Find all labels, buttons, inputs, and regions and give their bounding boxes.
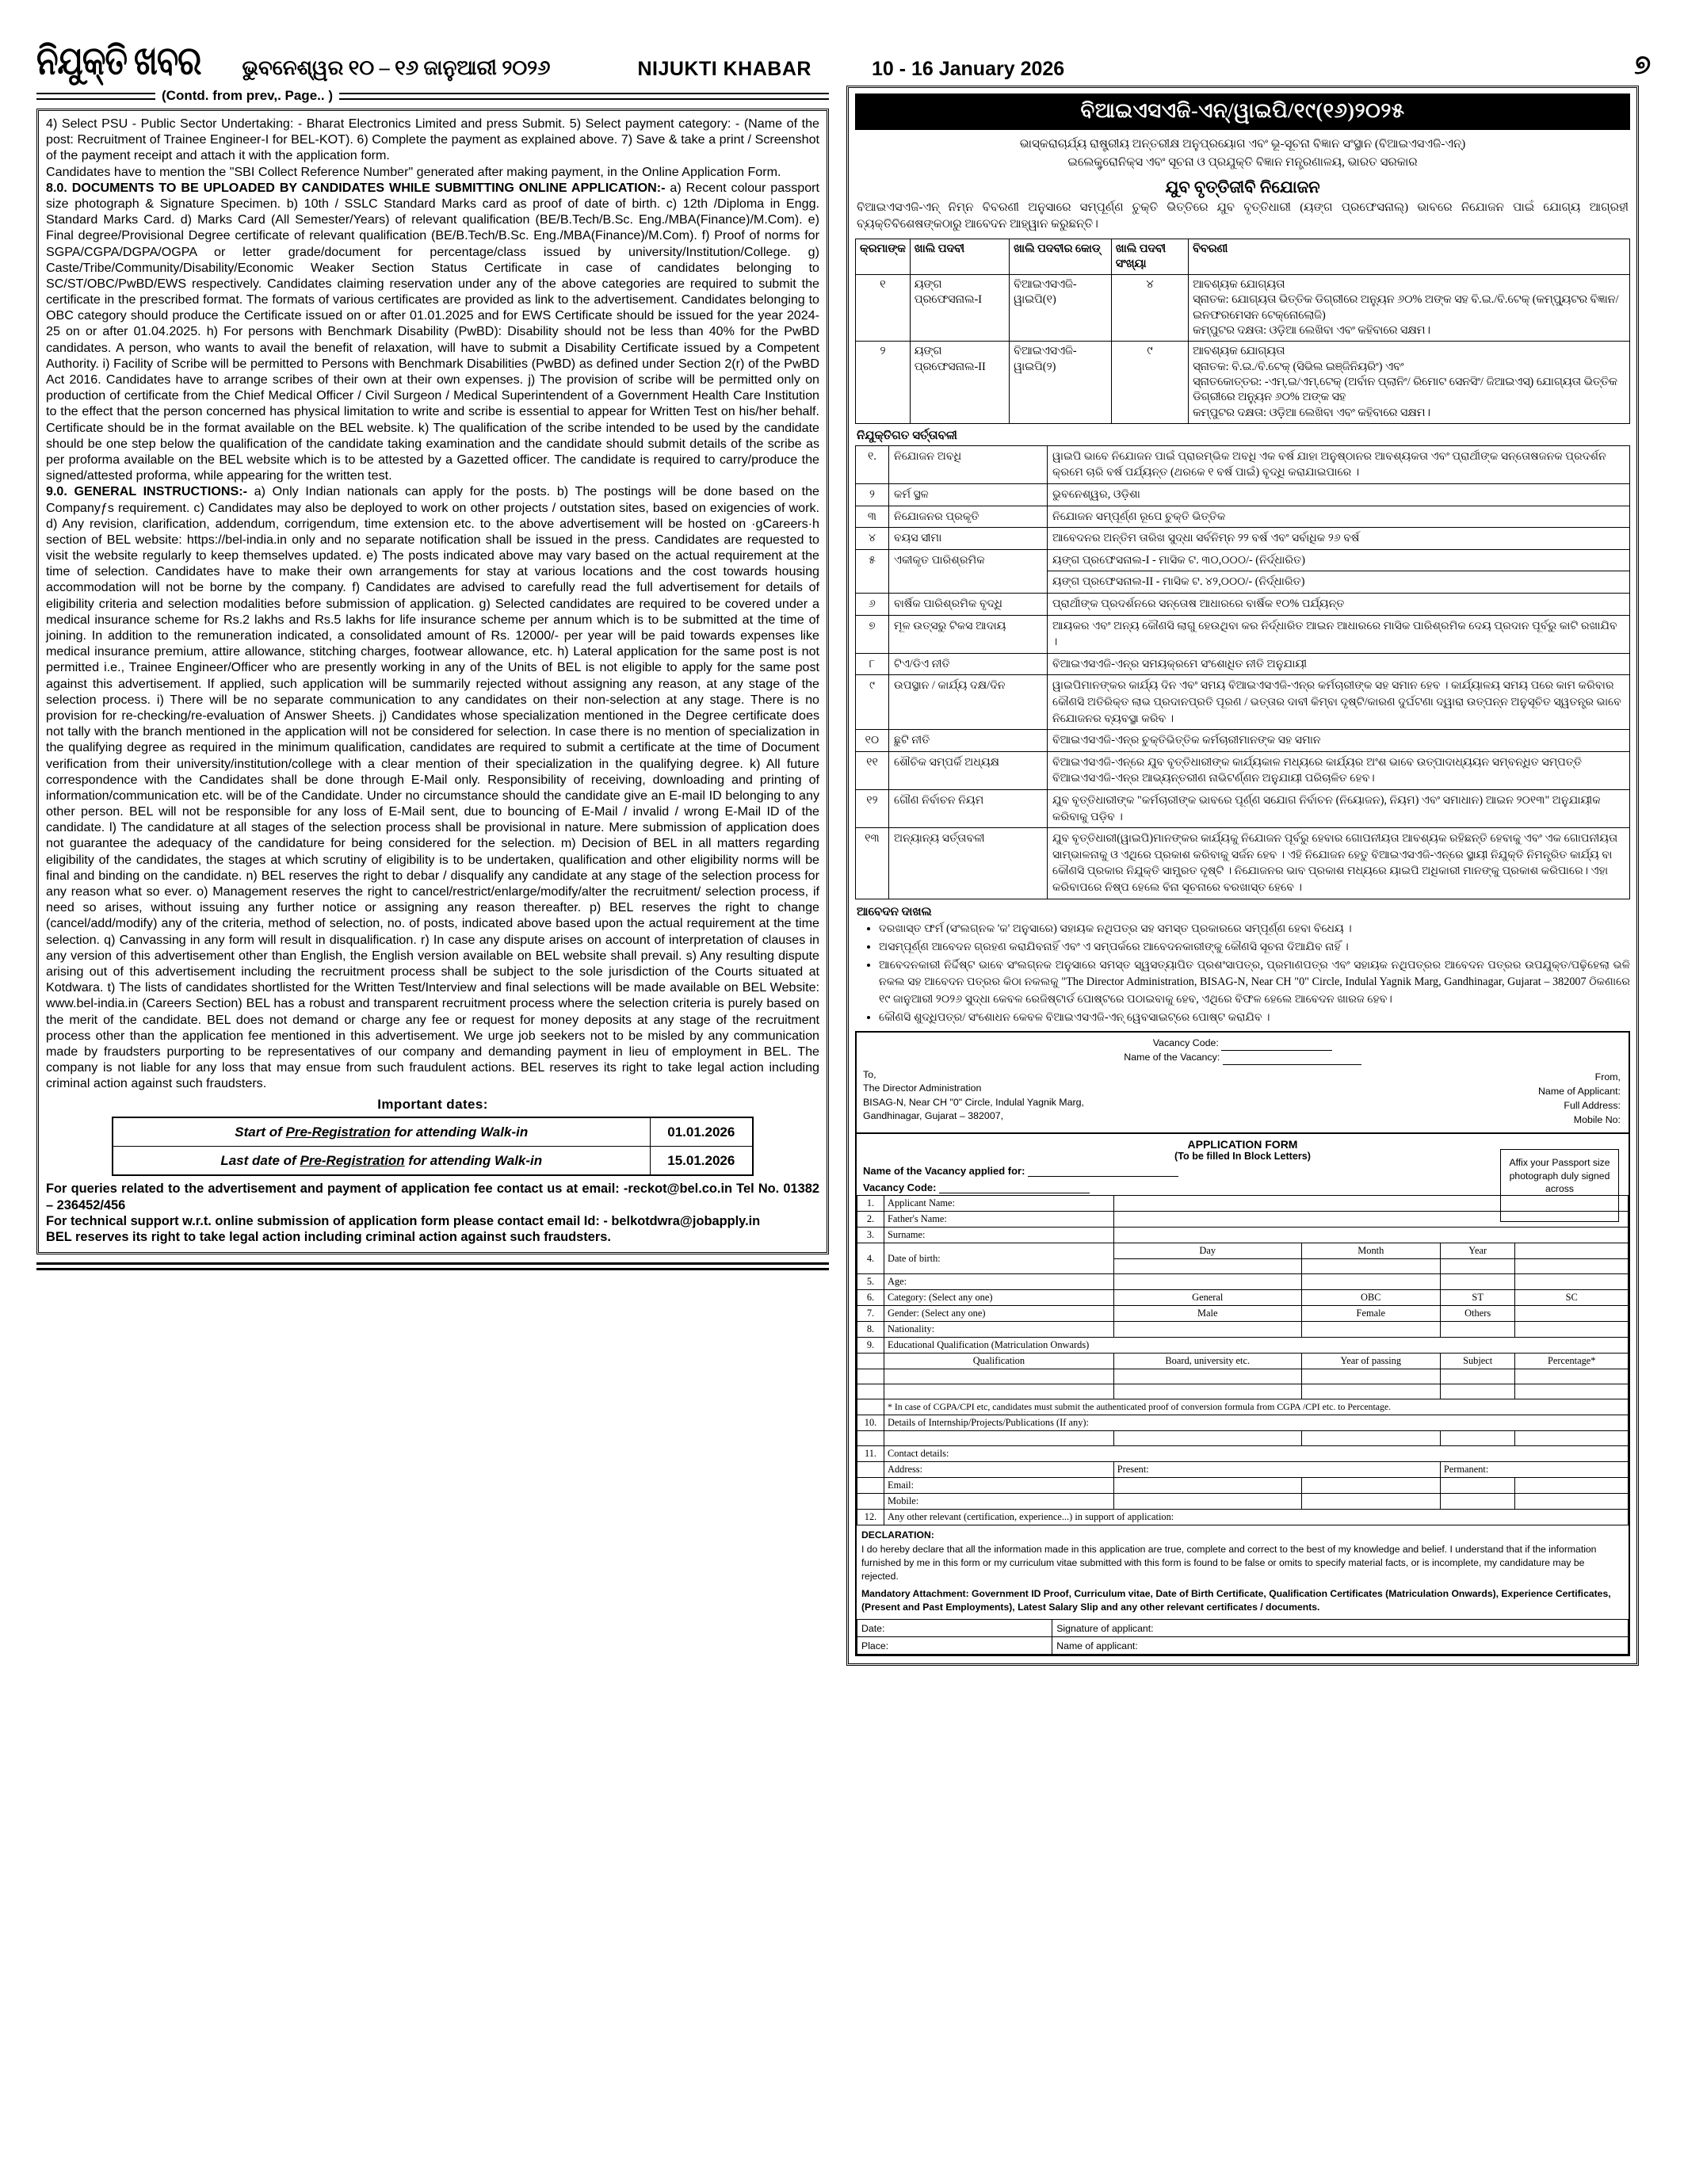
gender-female[interactable]: Female <box>1301 1306 1440 1322</box>
table-header-row <box>856 239 1630 275</box>
row-label: Category: (Select any one) <box>884 1290 1114 1306</box>
cond-value-2: ୟଙ୍ଗ ପ୍ରଫେସନାଲ-II - ମାସିକ ଟ. ୪୨,୦୦୦/- (ନିର୍ଦ୍ଧାରିତ) <box>1048 571 1630 594</box>
important-date-label-2: Last date of Pre-Registration for attending Walk-in <box>113 1147 650 1176</box>
ad-org-line-1: ଭାସ୍କରାଚାର୍ଯ୍ୟ ରାଷ୍ଟ୍ରୀୟ ଅନ୍ତରୀକ୍ଷ ଅନୁପ୍ରୟୋଗ ଏବଂ ଭୂ-ସୂଚନା ବିଜ୍ଞାନ ସଂସ୍ଥାନ (ବିଆଇଏସଏଜି-ଏନ୍) <box>1019 138 1466 151</box>
vac-detail-1: ଆବଶ୍ୟକ ଯୋଗ୍ୟତା ସ୍ନାତକ: ଯୋଗ୍ୟତା ଭିତ୍ତିକ ଡିଗ୍ରୀରେ ଅନ୍ୟୁନ ୬୦% ଅଙ୍କ ସହ ବି.ଇ./ବି.ଟେକ୍ (କମ୍ପ୍ୟୁଟର ବିଜ୍ଞାନ/ ଇନଫରମେସନ ଟେକ୍ନୋଲୋଜି) କମ୍ପୁଟର ଦକ୍ଷତା: ଓଡ଼ିଆ ଲେଖିବା ଏବଂ କହିବାରେ ସକ୍ଷମ। <box>1189 275 1630 342</box>
row-label: Father's Name: <box>884 1212 1114 1228</box>
cond-value: ନିଯୋଜନ ସମ୍ପୂର୍ଣ୍ଣ ରୂପେ ଚୁକ୍ତି ଭିତ୍ତିକ <box>1048 506 1630 528</box>
masthead-date-range: 10 - 16 January 2026 <box>871 58 1065 80</box>
vacancy-name-line <box>863 1051 1622 1065</box>
contact-line-2: For technical support w.r.t. online submission of application form please contact email Id: - belkotdwra@jobapply.in <box>46 1214 761 1229</box>
table-header-row <box>857 1354 1629 1369</box>
contact-line-1: For queries related to the advertisement and payment of application fee contact us at email: -reckot@bel.co.in Tel No. 01382 – 236452/456 <box>46 1182 819 1212</box>
declaration-block <box>857 1525 1629 1619</box>
list-item: • ଆବେଦନକାରୀ ନିର୍ଦ୍ଦିଷ୍ଟ ଭାବେ ସଂଲଗ୍ନକ ଅନୁସାରେ ସମସ୍ତ ସ୍ୱସତ୍ୟାପିତ ପ୍ରଶଂସାପତ୍ର, ପ୍ରମାଣପତ୍ର ଏବଂ ସହାୟକ ନଥିପତ୍ରର ଆବେଦନ ପତ୍ରର ଉପଯୁକ୍ତ/ପଢ଼ିହେଲା ଭଳି ନକଲ ସହ ଆବେଦନ ପତ୍ରର କିଠା ନକଲକୁ "The Director Administration, BISAG-N, Near CH "0" Circle, Indulal Yagnik Marg, Gandhinagar, Gujarat – 382007 ଠିକଣାରେ ୧୯ ଜାନୁଆରୀ ୨୦୨୬ ସୁଦ୍ଧା କେବଳ ରେଜିଷ୍ଟାର୍ଡ ପୋଷ୍ଟରେ ପଠାଇବାକୁ ହେବ, ଏଥିରେ ବିଫଳ ହେଲେ ଆବେଦନ ଖାରଜ ହେବ। <box>879 957 1630 1008</box>
vacancy-table <box>855 239 1630 424</box>
table-row <box>857 1243 1629 1259</box>
cond-no: ୬ <box>856 594 889 616</box>
vac-detail-2: ଆବଶ୍ୟକ ଯୋଗ୍ୟତା ସ୍ନାତକ: ବି.ଇ./ବି.ଟେକ୍ (ସିଭିଲ ଇଞ୍ଜିନିୟରିଂ) ଏବଂ ସ୍ନାତକୋତ୍ତର: -ଏମ୍.ଇ/ଏମ୍.ଟେକ୍ (ଅର୍ବାନ ପ୍ଲାନିଂ/ ରିମୋଟ ସେନସିଂ/ ଜିଆଇଏସ୍) ଯୋଗ୍ୟତା ଭିତ୍ତିକ ଡିଗ୍ରୀରେ ଅନ୍ୟୁନ ୬୦% ଅଙ୍କ ସହ କମ୍ପୁଟର ଦକ୍ଷତା: ଓଡ଼ିଆ ଲେଖିବା ଏବଂ କହିବାରେ ସକ୍ଷମ। <box>1189 342 1630 423</box>
date-label: Date: <box>857 1620 1052 1637</box>
col-count: ଖାଲି ପଦବୀ ସଂଖ୍ୟା <box>1111 239 1188 275</box>
category-general[interactable]: General <box>1113 1290 1301 1306</box>
row-label: Details of Internship/Projects/Publications (If any): <box>884 1415 1629 1431</box>
to-line-2: BISAG-N, Near CH "0" Circle, Indulal Yagnik Marg, <box>863 1096 1084 1108</box>
yuva-title: ଯୁବ ବୃତ୍ତିଜୀବି ନିଯୋଜନ <box>1165 178 1320 197</box>
cond-label: ବାର୍ଷିକ ପାରିଶ୍ରମିକ ବୃଦ୍ଧି <box>889 594 1048 616</box>
cond-label: ଛୁଟି ନୀତି <box>889 730 1048 752</box>
table-row <box>857 1290 1629 1306</box>
row-no: 3. <box>857 1228 884 1243</box>
mobile-input[interactable] <box>1301 1494 1440 1510</box>
table-row <box>857 1494 1629 1510</box>
row-label: Age: <box>884 1274 1114 1290</box>
mandatory-attachment: Mandatory Attachment: Government ID Proof, Curriculum vitae, Date of Birth Certificate, Qualification Certificates (Matriculation Onwards), Experience Certificates, (Present and Past Employments), Latest Salary Slip and any other relevant certificates / documents. <box>861 1587 1611 1613</box>
dob-month-header: Month <box>1301 1243 1440 1259</box>
internship-no <box>857 1431 884 1446</box>
email-input[interactable] <box>1301 1478 1440 1494</box>
form-vacancy-code-input[interactable] <box>939 1184 1090 1193</box>
vacancy-code-input[interactable] <box>1221 1041 1332 1051</box>
internship-input[interactable] <box>1113 1431 1301 1446</box>
cond-no: ୩ <box>856 506 889 528</box>
row-input[interactable] <box>1440 1274 1515 1290</box>
table-row <box>113 1117 753 1147</box>
row-label: Educational Qualification (Matriculation Onwards) <box>884 1338 1629 1354</box>
row-input[interactable] <box>1113 1228 1628 1243</box>
row-no: 11. <box>857 1446 884 1462</box>
table-row <box>857 1415 1629 1431</box>
row-label: Nationality: <box>884 1322 1114 1338</box>
bisag-advertisement <box>846 86 1639 1666</box>
cond-value: ଆବେଦନର ଅନ୍ତିମ ତାରିଖ ସୁଦ୍ଧା ସର୍ବନିମ୍ନ ୨୨ ବର୍ଷ ଏବଂ ସର୍ବାଧିକ ୨୬ ବର୍ଷ <box>1048 528 1630 550</box>
address-label: Address: <box>884 1462 1114 1478</box>
row-label: Applicant Name: <box>884 1196 1114 1212</box>
ad-organization <box>855 130 1630 174</box>
row-no: 9. <box>857 1338 884 1354</box>
table-row <box>857 1322 1629 1338</box>
row-label: Date of birth: <box>884 1243 1114 1274</box>
application-form <box>855 1031 1630 1656</box>
ad-org-line-2: ଇଲେକ୍ଟ୍ରୋନିକ୍ସ ଏବଂ ସୂଚନା ଓ ପ୍ରଯୁକ୍ତି ବିଜ୍ଞାନ ମନ୍ତ୍ରଣାଳୟ, ଭାରତ ସରକାର <box>1067 155 1418 169</box>
vac-count-1: ୪ <box>1111 275 1188 342</box>
cond-value: ବିଆଇଏସଏଜି-ଏନ୍‌ରେ ଯୁବ ବୃତ୍ତିଧାରୀଙ୍କ କାର୍ଯ୍ୟକାଳ ମଧ୍ୟରେ କାର୍ଯ୍ୟର ଅଂଶ ଭାବେ ଉତ୍ପାଦାଧ୍ୟୟନ ସମ୍ବନ୍ଧିତ ସମ୍ପତ୍ତି ବିଆଇଏସଏଜି-ଏନ୍‌ର ଆଭ୍ୟନ୍ତରୀଣ ନାଭିଟର୍ଣ୍ଣନ ଅନୁଯାୟୀ ପରିଚାଳିତ ହେବ। <box>1048 751 1630 789</box>
mobile-input[interactable] <box>1113 1494 1301 1510</box>
edu-row-no <box>857 1369 884 1384</box>
section-8 <box>46 180 819 484</box>
page-number: ୭ <box>1634 51 1651 80</box>
important-date-value-2: 15.01.2026 <box>650 1147 753 1176</box>
cond-label: କର୍ମ ସ୍ଥଳ <box>889 484 1048 506</box>
row-input[interactable] <box>1440 1322 1515 1338</box>
cond-no: ୧୩ <box>856 828 889 899</box>
cond-no: ୨ <box>856 484 889 506</box>
edu-row-no <box>857 1384 884 1399</box>
page-body <box>0 86 1684 1666</box>
table-row <box>856 275 1630 342</box>
yuva-intro: ବିଆଇଏସଏଜି-ଏନ୍ ନିମ୍ନ ବିବରଣୀ ଅନୁସାରେ ସମ୍ପୂର୍ଣ୍ଣ ଚୁକ୍ତି ଭିତ୍ତିରେ ଯୁବ ବୃତ୍ତିଧାରୀ (ୟଙ୍ଗ ପ୍ରଫେସନାଲ୍) ଭାବରେ ନିଯୋଜନ ପାଇଁ ଯୋଗ୍ୟ ଆଗ୍ରହୀ ବ୍ୟକ୍ତିବିଶେଷଙ୍କଠାରୁ ଆବେଦନ ଆହ୍ୱାନ କରୁଛନ୍ତି। <box>857 201 1629 231</box>
table-row <box>856 342 1630 423</box>
table-row <box>856 445 1630 483</box>
ad-code-banner: ବିଆଇଏସଏଜି-ଏନ୍/ୱାଇପି/୧୯(୧୬)୨୦୨୫ <box>855 94 1630 130</box>
col-detail: ବିବରଣୀ <box>1189 239 1630 275</box>
row-no: 5. <box>857 1274 884 1290</box>
internship-input[interactable] <box>1515 1431 1629 1446</box>
to-address-block <box>863 1068 1622 1124</box>
vac-sl-2: ୨ <box>856 342 911 423</box>
apply-title: ଆବେଦନ ଦାଖଲ <box>857 905 932 918</box>
row-input[interactable] <box>1301 1322 1440 1338</box>
cond-no: ୧୧ <box>856 751 889 789</box>
vac-code-2: ବିଆଇଏସଏଜି-ୱାଇପି(୨) <box>1010 342 1112 423</box>
applicant-details-table <box>857 1195 1629 1525</box>
section-8-body: a) Recent colour passport size photograph & Signature Specimen. b) 10th / SSLC Standard Marks card as proof of date of birth. c) 12th /Diploma in Engg. Standard Marks Card. d) Marks Card (All Semester/Years) of relevant qualification (BE/B.Tech/B.Sc. Eng./MBA(Finance)/M.Com). e) Final degree/Provisional Degree certificate of relevant qualification (BE/B.Tech/B.Sc. Eng./MBA(Finance)/M.Com). f) Proof of norms for SGPA/CGPA/DGPA/OGPA or letter grade/document for percentage/class issued by university/Institution/College. g) Caste/Tribe/Community/Disability/Economic Weaker Section Status Certificate in case of candidates belonging to SC/ST/OBC/PwBD/EWS respectively. Candidates claiming reservation under any of the above categories are required to submit the certificate in the prescribed format. The formats of various certificates are provided as link to the advertisement. Candidates belonging to OBC category should produce the Certificate issued on or after 01.01.2025 and for EWS Certificate should be issued for the year 2024-25 on or after 01.04.2025. h) For persons with Benchmark Disability (PwBD): Disability should not be less than 40% for the PwBD candidates. A person, who wants to avail the benefit of relaxation, will have to submit a Disability Certificate issued by a Competent Authority. i) Facility of Scribe will be permitted to Persons with Benchmark Disabilities (PwBD) as defined under Section 2(r) of the PwBD Act 2016. Candidates have to arrange scribes of their own at their own expenses. j) The provision of scribe will be permitted only on production of certificate from the Chief Medical Officer / Civil Surgeon / Medical Superintendent of a Government Health Care Institution to the effect that the person concerned has physical limitation to write and scribe is essential to appear for Written Test on his/her behalf. Certificate should be in the format available on the BEL website. k) The qualification of the scribe intended to be used by the candidate should be one step below the qualification of the candidate taking examination and the candidate should submit details of the scribe as per proforma available on the BEL website which is to be attested by a Gazetted officer. The candidate is required to carry/produce the signed/attested proforma, while appearing for the written test. <box>46 180 820 483</box>
vacancy-name-label: Name of the Vacancy: <box>1124 1051 1220 1063</box>
cond-value: ବିଆଇଏସଏଜି-ଏନ୍‌ର ସମୟକ୍ରମେ ସଂଶୋଧିତ ନୀତି ଅନୁଯାୟୀ <box>1048 653 1630 675</box>
cgpa-note-no <box>857 1399 884 1415</box>
vacancy-applied-label: Name of the Vacancy applied for: <box>863 1165 1025 1178</box>
internship-input[interactable] <box>1301 1431 1440 1446</box>
address-present[interactable]: Present: <box>1113 1462 1440 1478</box>
mobile-input[interactable] <box>1515 1494 1629 1510</box>
table-row <box>857 1338 1629 1354</box>
table-row <box>857 1446 1629 1462</box>
dob-day-input[interactable] <box>1113 1259 1301 1274</box>
cond-no: ୪ <box>856 528 889 550</box>
edu-col-percentage: Percentage* <box>1515 1354 1629 1369</box>
dob-month-input[interactable] <box>1301 1259 1440 1274</box>
row-input[interactable] <box>1515 1322 1629 1338</box>
table-row <box>856 594 1630 616</box>
masthead-paper-name: NIJUKTI KHABAR <box>637 58 811 80</box>
row-no: 7. <box>857 1306 884 1322</box>
table-row <box>856 730 1630 752</box>
row-no: 4. <box>857 1243 884 1274</box>
from-full-address: Full Address: <box>1564 1100 1621 1112</box>
table-row <box>857 1620 1629 1637</box>
edu-col-qualification: Qualification <box>884 1354 1114 1369</box>
email-input[interactable] <box>1515 1478 1629 1494</box>
edu-col-board: Board, university etc. <box>1113 1354 1301 1369</box>
rule-left <box>36 93 155 100</box>
form-address-header <box>857 1033 1629 1134</box>
row-label: Contact details: <box>884 1446 1629 1462</box>
table-row <box>856 653 1630 675</box>
vacancy-code-label: Vacancy Code: <box>1152 1037 1219 1049</box>
cond-value: ଯୁବ ବୃତ୍ତିଧାରୀ(ୱାଇପି)ମାନଙ୍କର କାର୍ଯ୍ୟକୁ ନିଯୋଜନ ପୂର୍ବରୁ ହେବାର ଗୋପନୀୟତା ଆବଶ୍ୟକ ରହିଛନ୍ତି ହେବାକୁ ଏବଂ ଏକ ଗୋପନୀୟତା ସାମ୍ଭାଳନାକୁ ଓ ଏଥିରେ ପ୍ରକାଶ କରିବାକୁ ସର୍ଜନ ହେବ । ଏହି ନିଯୋଜନ ହେତୁ ବିଆଇଏସଏଜି-ଏନ୍‌ରେ ସ୍ଥାୟୀ ନିଯୁକ୍ତି ନିମନ୍ତ୍ରିତ କାର୍ଯ୍ୟ ବା କୌଣସି ପ୍ରକାର ନିଯୁକ୍ତି ସାମ୍ପ୍ରତ ଦୃଷ୍ଟି । ନିଯୋଜନର ଭାବ ପ୍ରକାଶ ମଧ୍ୟରେ ୟାଇପି ଅଧିକାରୀ ମାନଙ୍କୁ ପ୍ରକାଶ କରିପାରେ। ଏହା କରିବାପରେ ନିଷ୍ପ ହେଲେ ବିନା ସୂଚନାରେ ବରଖାସ୍ତ ହେବେ । <box>1048 828 1630 899</box>
category-sc[interactable]: SC <box>1515 1290 1629 1306</box>
gender-male[interactable]: Male <box>1113 1306 1301 1322</box>
vacancy-code-row <box>857 1178 1629 1195</box>
vac-code-1: ବିଆଇଏସଏଜି-ୱାଇପି(୧) <box>1010 275 1112 342</box>
table-row <box>856 549 1630 571</box>
vacancy-applied-input[interactable] <box>1028 1167 1178 1177</box>
row-no: 1. <box>857 1196 884 1212</box>
section-9-body: a) Only Indian nationals can apply for the posts. b) The postings will be done based on the Companyƒs requirement. c) Candidates may also be deployed to work on other projects / outstation sites, based on exigencies of work. d) Any revision, clarification, addendum, corrigendum, time extension etc. to the above advertisement will be hosted on ·gCareers·h section of BEL website: https://bel-india.in only and no separate notification shall be issued in the press. Candidates are requested to visit the website regularly to keep themselves updated. e) The posts indicated above may vary based on the actual requirement at the time of selection. Candidates have to make their own arrangements for stay at various locations and the cost towards housing accommodation will not be borne by the company. f) Candidates are advised to carefully read the full advertisement for details of eligibility criteria and selection modalities before submission of application. g) Selected candidates are required to be covered under a medical insurance scheme for Rs.2 lakhs and Rs.5 lakhs for life insurance scheme per annum which is to be submitted at the time of joining. In addition to the remuneration indicated, a consolidated amount of Rs. 12000/- per year will be paid towards expenses like medical insurance premium, attire allowance, stitching charges, footwear allowance, etc. h) Lateral application for the same post is not permitted i.e., Trainee Engineer/Officer who are presently working in any of the Units of BEL is not eligible to apply for the same post against this advertisement. If applied, such application will be summarily rejected without assigning any reason, at any stage of the selection process. i) There will be no separate communication to any candidates on their non-selection at any stage. There is no provision for re-checking/re-evaluation of Answer Sheets. j) Candidates whose specialization mentioned in the Degree certificate does not tally with the branch mentioned in the application will not be considered for selection. In case there is no mention of specialization in the qualifying degree as required in the minimum qualification, candidates are required to submit a certificate at the time of Document verification from their university/institution/college with a clear mention of their specialization in the qualifying degree. k) All future correspondence with the Candidates shall be done through E-Mail only. Responsibility of receiving, downloading and printing of information/communication etc. will be of the Candidate. Under no circumstance should the candidate give an E-mail ID belonging to any other person. BEL will not be responsible for any loss of E-Mail sent, due to bouncing of E-Mail / invalid / wrong E-Mail ID of the candidate. l) The candidature at all stages of the selection process shall be provisional in nature. Mere submission of application does not guarantee the adequacy of the candidature for being considered for the selection. m) Decision of BEL in all matters regarding eligibility of the candidates, the stages at which scrutiny of eligibility is to be undertaken, qualification and other eligibility norms will be final and binding on the candidate. n) BEL reserves the right to debar / disqualify any candidate at any stage of the selection process for any reason what so ever. o) Management reserves the right to cancel/restrict/enlarge/modify/alter the recruitment/ selection process, if need so arises, without issuing any further notice or assigning any reason thereafter. p) BEL reserves the right to change (cancel/add/modify) any of the criteria, method of selection, no. of posts, indicated above based upon the actual requirement at the time selection. q) Canvassing in any form will result in disqualification. r) In case any dispute arises on account of interpretation of clauses in any version of this advertisement other than English, the English version available on BEL website shall prevail. s) Any resulting dispute arising out of this advertisement including the recruitment process shall be subject to the sole jurisdiction of the Courts situated at Kotdwara. t) The lists of candidates shortlisted for the Written Test/Interview and final selections will be made available on BEL Website: www.bel-india.in (Careers Section) BEL has a robust and transparent recruitment process where the selection criteria is purely based on the merit of the candidate. BEL does not demand or charge any fee or request for money deposits at any stage of the recruitment process other than the application fee mentioned in this advertisement. We urge job seekers not to be misled by any communication made by fraudsters purporting to be representatives of our company and demanding payment in lieu of employment in BEL. The company is not liable for any loss that may ensue from such fraudulent actions. BEL reserves its right to take legal action including criminal action against such fraudsters. <box>46 484 819 1091</box>
vac-post-2: ୟଙ୍ଗ ପ୍ରଫେସନାଲ-II <box>910 342 1009 423</box>
row-no: 12. <box>857 1510 884 1525</box>
bottom-divider <box>36 1262 829 1270</box>
cond-label: ବୟସ ସୀମା <box>889 528 1048 550</box>
cond-value: ଆୟକର ଏବଂ ଅନ୍ୟ କୌଣସି ଲାଗୁ ହେଉଥିବା କର ନିର୍ଦ୍ଧାରିତ ଆଇନ ଆଧାରରେ ମାସିକ ପାରିଶ୍ରମିକ ଦେୟ ପ୍ରଦାନ ପୂର୍ବରୁ କାଟି ରଖାଯିବ । <box>1048 615 1630 653</box>
gender-others[interactable]: Others <box>1440 1306 1515 1322</box>
cond-value: ୱାଇପିମାନଙ୍କର କାର୍ଯ୍ୟ ଦିନ ଏବଂ ସମୟ ବିଆଇଏସଏଜି-ଏନ୍‌ର କର୍ମଚାରୀଙ୍କ ସହ ସମାନ ହେବ । କାର୍ଯ୍ୟାଳୟ ସମୟ ପରେ କାମ କରିବାର କୌଣସି ଅତିରିକ୍ତ ଲାଭ ପ୍ରଦାନପ୍ରତି ପୂରଣ / ଭତ୍ତାର ଦାବୀ କିମ୍ବା ଦୃଷ୍ଟି/କାରଣ ଦୁର୍ଘଟଣା ଦ୍ୱାରା ଉତ୍ପନ୍ନ ଅନୁସୂଚିତ ସ୍ୱତନ୍ତ୍ର ଭାବେ ନିଯୋଜନର ବ୍ୟବସ୍ଥା କରିବ । <box>1048 675 1630 730</box>
edu-col-year: Year of passing <box>1301 1354 1440 1369</box>
edu-col-subject: Subject <box>1440 1354 1515 1369</box>
vac-post-1: ୟଙ୍ଗ ପ୍ରଫେସନାଲ-I <box>910 275 1009 342</box>
table-row <box>856 828 1630 899</box>
photo-affix-box: Affix your Passport size photograph duly signed across <box>1500 1149 1619 1222</box>
edu-input[interactable] <box>1113 1384 1301 1399</box>
cond-no: ୫ <box>856 549 889 593</box>
edu-input[interactable] <box>1440 1369 1515 1384</box>
row-no: 2. <box>857 1212 884 1228</box>
application-form-title: APPLICATION FORM (To be filled In Block Letters) <box>857 1134 1629 1162</box>
cond-label: ଉପସ୍ଥାନ / କାର୍ଯ୍ୟ ଦକ୍ଷ/ଦିନ <box>889 675 1048 730</box>
vac-sl-1: ୧ <box>856 275 911 342</box>
rule-right <box>339 93 829 100</box>
col-post: ଖାଲି ପଦବୀ <box>910 239 1009 275</box>
cond-value: ୟଙ୍ଗ ପ୍ରଫେସନାଲ-I - ମାସିକ ଟ. ୩୦,୦୦୦/- (ନିର୍ଦ୍ଧାରିତ) <box>1048 549 1630 571</box>
important-dates-table <box>112 1117 754 1177</box>
table-row <box>856 789 1630 827</box>
row-no <box>857 1462 884 1478</box>
category-obc[interactable]: OBC <box>1301 1290 1440 1306</box>
cond-no: ୧. <box>856 445 889 483</box>
vacancy-name-input[interactable] <box>1223 1056 1361 1065</box>
row-no: 10. <box>857 1415 884 1431</box>
email-input[interactable] <box>1113 1478 1301 1494</box>
row-label: Any other relevant (certification, experience...) in support of application: <box>884 1510 1629 1525</box>
edu-input[interactable] <box>1440 1384 1515 1399</box>
table-row <box>857 1228 1629 1243</box>
address-permanent[interactable]: Permanent: <box>1440 1462 1628 1478</box>
important-dates-title: Important dates: <box>377 1097 488 1113</box>
table-row <box>857 1478 1629 1494</box>
row-input[interactable] <box>1113 1274 1301 1290</box>
edu-input[interactable] <box>884 1369 1114 1384</box>
section-9 <box>46 483 819 1091</box>
to-label: To, <box>863 1068 876 1080</box>
cond-label: ନିଯୋଜନ ଅବଧି <box>889 445 1048 483</box>
important-date-value-1: 01.01.2026 <box>650 1117 753 1147</box>
row-input[interactable] <box>1113 1322 1301 1338</box>
row-no <box>857 1478 884 1494</box>
from-label: From, <box>1594 1071 1621 1083</box>
table-row <box>856 751 1630 789</box>
edu-input[interactable] <box>1301 1384 1440 1399</box>
table-row <box>857 1274 1629 1290</box>
table-row <box>856 484 1630 506</box>
cgpa-note: * In case of CGPA/CPI etc, candidates must submit the authenticated proof of conversion formula from CGPA /CPI etc. to Percentage. <box>884 1399 1629 1415</box>
table-row <box>857 1510 1629 1525</box>
row-input[interactable] <box>1515 1274 1629 1290</box>
apply-bullet-list <box>855 921 1630 1027</box>
paragraph-1: 4) Select PSU - Public Sector Undertaking: - Bharat Electronics Limited and press Submit. 5) Select payment category: - (Name of the post: Recruitment of Trainee Engineer-I for BEL-KOT). 6) Complete the payment as explained above. 7) Save & take a print / Screenshot of the payment receipt and attach it with the application form. <box>46 116 819 163</box>
list-item: • କୌଣସି ଶୁଦ୍ଧିପତ୍ର/ ସଂଶୋଧନ କେବଳ ବିଆଇଏସଏଜି-ଏନ୍ ୱେବସାଇଟ୍‌ରେ ପୋଷ୍ଟ କରାଯିବ । <box>879 1010 1630 1026</box>
row-no: 6. <box>857 1290 884 1306</box>
cond-value: ପ୍ରାର୍ଥୀଙ୍କ ପ୍ରଦର୍ଶନରେ ସନ୍ତୋଷ ଆଧାରରେ ବାର୍ଷିକ ୧୦% ପର୍ଯ୍ୟନ୍ତ <box>1048 594 1630 616</box>
email-label: Email: <box>884 1478 1114 1494</box>
vacancy-code-line <box>863 1037 1622 1051</box>
dob-year-input[interactable] <box>1440 1259 1515 1274</box>
to-line-3: Gandhinagar, Gujarat – 382007, <box>863 1110 1004 1122</box>
mobile-input[interactable] <box>1440 1494 1515 1510</box>
cond-label: ଅନ୍ୟାନ୍ୟ ସର୍ତ୍ତାବଳୀ <box>889 828 1048 899</box>
cond-value: ୱାଇପି ଭାବେ ନିଯୋଜନ ପାଇଁ ପ୍ରାରମ୍ଭିକ ଅବଧି ଏକ ବର୍ଷ ଯାହା ଅନୁଷ୍ଠାନର ଆବଶ୍ୟକତା ଏବଂ ପ୍ରାର୍ଥୀଙ୍କ ସନ୍ତୋଷଜନକ ପ୍ରଦର୍ଶନ କ୍ରମେ ଚାରି ବର୍ଷ ପର୍ଯ୍ୟନ୍ତ (ଥରକେ ୧ ବର୍ଷ ପାଇଁ) ବୃଦ୍ଧି କରାଯାଇପାରେ । <box>1048 445 1630 483</box>
table-row <box>856 528 1630 550</box>
from-applicant-name: Name of Applicant: <box>1537 1086 1621 1098</box>
application-form-subtitle: (To be filled In Block Letters) <box>1174 1151 1311 1163</box>
table-row <box>113 1147 753 1176</box>
edu-input[interactable] <box>1301 1369 1440 1384</box>
cond-no: ୮ <box>856 653 889 675</box>
mobile-label: Mobile: <box>884 1494 1114 1510</box>
table-row <box>857 1462 1629 1478</box>
internship-input[interactable] <box>1440 1431 1515 1446</box>
cond-label: ଗୌଣ ନିର୍ବାଚନ ନିୟମ <box>889 789 1048 827</box>
continued-banner <box>36 86 829 106</box>
table-row <box>857 1369 1629 1384</box>
row-no: 8. <box>857 1322 884 1338</box>
conditions-title: ନିଯୁକ୍ତିଗତ ସର୍ତ୍ତାବଳୀ <box>857 429 957 442</box>
row-no <box>857 1494 884 1510</box>
from-mobile-no: Mobile No: <box>1573 1114 1621 1126</box>
table-row <box>857 1399 1629 1415</box>
gender-extra <box>1515 1306 1629 1322</box>
cond-value: ଭୁବନେଶ୍ୱର, ଓଡ଼ିଶା <box>1048 484 1630 506</box>
continued-label: (Contd. from prev,. Page.. ) <box>162 88 333 103</box>
category-st[interactable]: ST <box>1440 1290 1515 1306</box>
vac-count-2: ୯ <box>1111 342 1188 423</box>
section-8-heading: 8.0. DOCUMENTS TO BE UPLOADED BY CANDIDATES WHILE SUBMITTING ONLINE APPLICATION:- <box>46 180 666 195</box>
row-label: Gender: (Select any one) <box>884 1306 1114 1322</box>
table-row <box>857 1431 1629 1446</box>
email-input[interactable] <box>1440 1478 1515 1494</box>
dob-extra-header <box>1515 1243 1629 1259</box>
to-line-1: The Director Administration <box>863 1082 982 1094</box>
col-code: ଖାଲି ପଦବୀର କୋଡ୍ <box>1010 239 1112 275</box>
cond-value: ବିଆଇଏସଏଜି-ଏନ୍‌ର ଚୁକ୍ତିଭିତ୍ତିକ କର୍ମଚାରୀମାନଙ୍କ ସହ ସମାନ <box>1048 730 1630 752</box>
dob-extra-input[interactable] <box>1515 1259 1629 1274</box>
edu-blank <box>857 1354 884 1369</box>
edu-input[interactable] <box>884 1384 1114 1399</box>
left-column <box>36 86 829 1270</box>
cond-label: ଟିଏ/ଡିଏ ନୀତି <box>889 653 1048 675</box>
cond-no: ୧୦ <box>856 730 889 752</box>
applicant-name-label: Name of applicant: <box>1052 1637 1629 1655</box>
section-9-heading: 9.0. GENERAL INSTRUCTIONS:- <box>46 484 247 499</box>
table-row <box>857 1306 1629 1322</box>
edu-input[interactable] <box>1113 1369 1301 1384</box>
from-address-block <box>1538 1071 1621 1128</box>
list-item: • ଦରଖାସ୍ତ ଫର୍ମ (ସଂଲଗ୍ନକ 'କ' ଅନୁସାରେ) ସହାୟକ ନଥିପତ୍ର ସହ ସମସ୍ତ ପ୍ରକାରରେ ସମ୍ପୂର୍ଣ୍ଣ ହେବା ବିଧେୟ । <box>879 921 1630 937</box>
list-item: • ଅସମ୍ପୂର୍ଣ୍ଣ ଆବେଦନ ଗ୍ରହଣ କରାଯିବନାହିଁ ଏବଂ ଏ ସମ୍ପର୍କରେ ଆବେଦନକାରୀଙ୍କୁ କୌଣସି ସୂଚନା ଦିଆଯିବ ନାହିଁ । <box>879 939 1630 956</box>
edu-input[interactable] <box>1515 1369 1629 1384</box>
cond-label: ଏକୀକୃତ ପାରିଶ୍ରମିକ <box>889 549 1048 593</box>
cond-no: ୧୨ <box>856 789 889 827</box>
dob-day-header: Day <box>1113 1243 1301 1259</box>
row-input[interactable] <box>1301 1274 1440 1290</box>
table-row <box>857 1637 1629 1655</box>
declaration-heading: DECLARATION: <box>861 1529 934 1541</box>
masthead-place-date-odia: ଭୁବନେଶ୍ୱର ୧୦ – ୧୬ ଜାନୁଆରୀ ୨୦୨୬ <box>242 56 551 79</box>
paragraph-2: Candidates have to mention the "SBI Collect Reference Number" generated after making payment, in the Online Application Form. <box>46 164 781 179</box>
cond-label: ନିଯୋଜନର ପ୍ରକୃତି <box>889 506 1048 528</box>
masthead <box>0 0 1684 86</box>
contact-block <box>46 1181 819 1245</box>
newspaper-logo: ନିଯୁକ୍ତି ଖବର <box>36 38 201 83</box>
conditions-table <box>855 445 1630 899</box>
row-label: Surname: <box>884 1228 1114 1243</box>
signature-label: Signature of applicant: <box>1052 1620 1629 1637</box>
cond-no: ୭ <box>856 615 889 653</box>
contact-line-3: BEL reserves its right to take legal action including criminal action against such fraudsters. <box>46 1230 611 1245</box>
table-row <box>856 675 1630 730</box>
left-article-box <box>36 109 829 1254</box>
table-row <box>856 615 1630 653</box>
dob-year-header: Year <box>1440 1243 1515 1259</box>
cond-value: ଯୁବ ବୃତ୍ତିଧାରୀଙ୍କ "କର୍ମଚାରୀଙ୍କ ଭାବରେ ପୂର୍ଣ୍ଣ ସଯୋଗ ନିର୍ବାଚନ (ନିୟୋଜନ), ନିୟମ) ଏବଂ ସମାଧାନ) ଆଇନ ୨୦୧୩" ଅନୁଯାୟୀକ କରିବାକୁ ପଡ଼ିବ । <box>1048 789 1630 827</box>
important-date-label-1: Start of Pre-Registration for attending Walk-in <box>113 1117 650 1147</box>
internship-input[interactable] <box>884 1431 1114 1446</box>
place-label: Place: <box>857 1637 1052 1655</box>
table-row <box>857 1384 1629 1399</box>
signature-table <box>857 1619 1629 1655</box>
edu-input[interactable] <box>1515 1384 1629 1399</box>
cond-label: ଶୌଚିକ ସମ୍ପର୍କି ଅଧ୍ୟକ୍ଷ <box>889 751 1048 789</box>
cond-no: ୯ <box>856 675 889 730</box>
cond-label: ମୂଳ ଉତ୍ସରୁ ଟିକସ ଆଦାୟ <box>889 615 1048 653</box>
right-column <box>846 86 1639 1666</box>
col-sl: କ୍ରମାଙ୍କ <box>856 239 911 275</box>
table-row <box>856 506 1630 528</box>
declaration-body: I do hereby declare that all the information made in this application are true, complete and correct to the best of my knowledge and belief. I understand that if the information furnished by me in this form or my curriculum vitae submitted with this form is found to be false or omits to specify material facts, or is incomplete, my candidature may be rejected. <box>861 1543 1597 1583</box>
form-vacancy-code-label: Vacancy Code: <box>863 1182 937 1194</box>
